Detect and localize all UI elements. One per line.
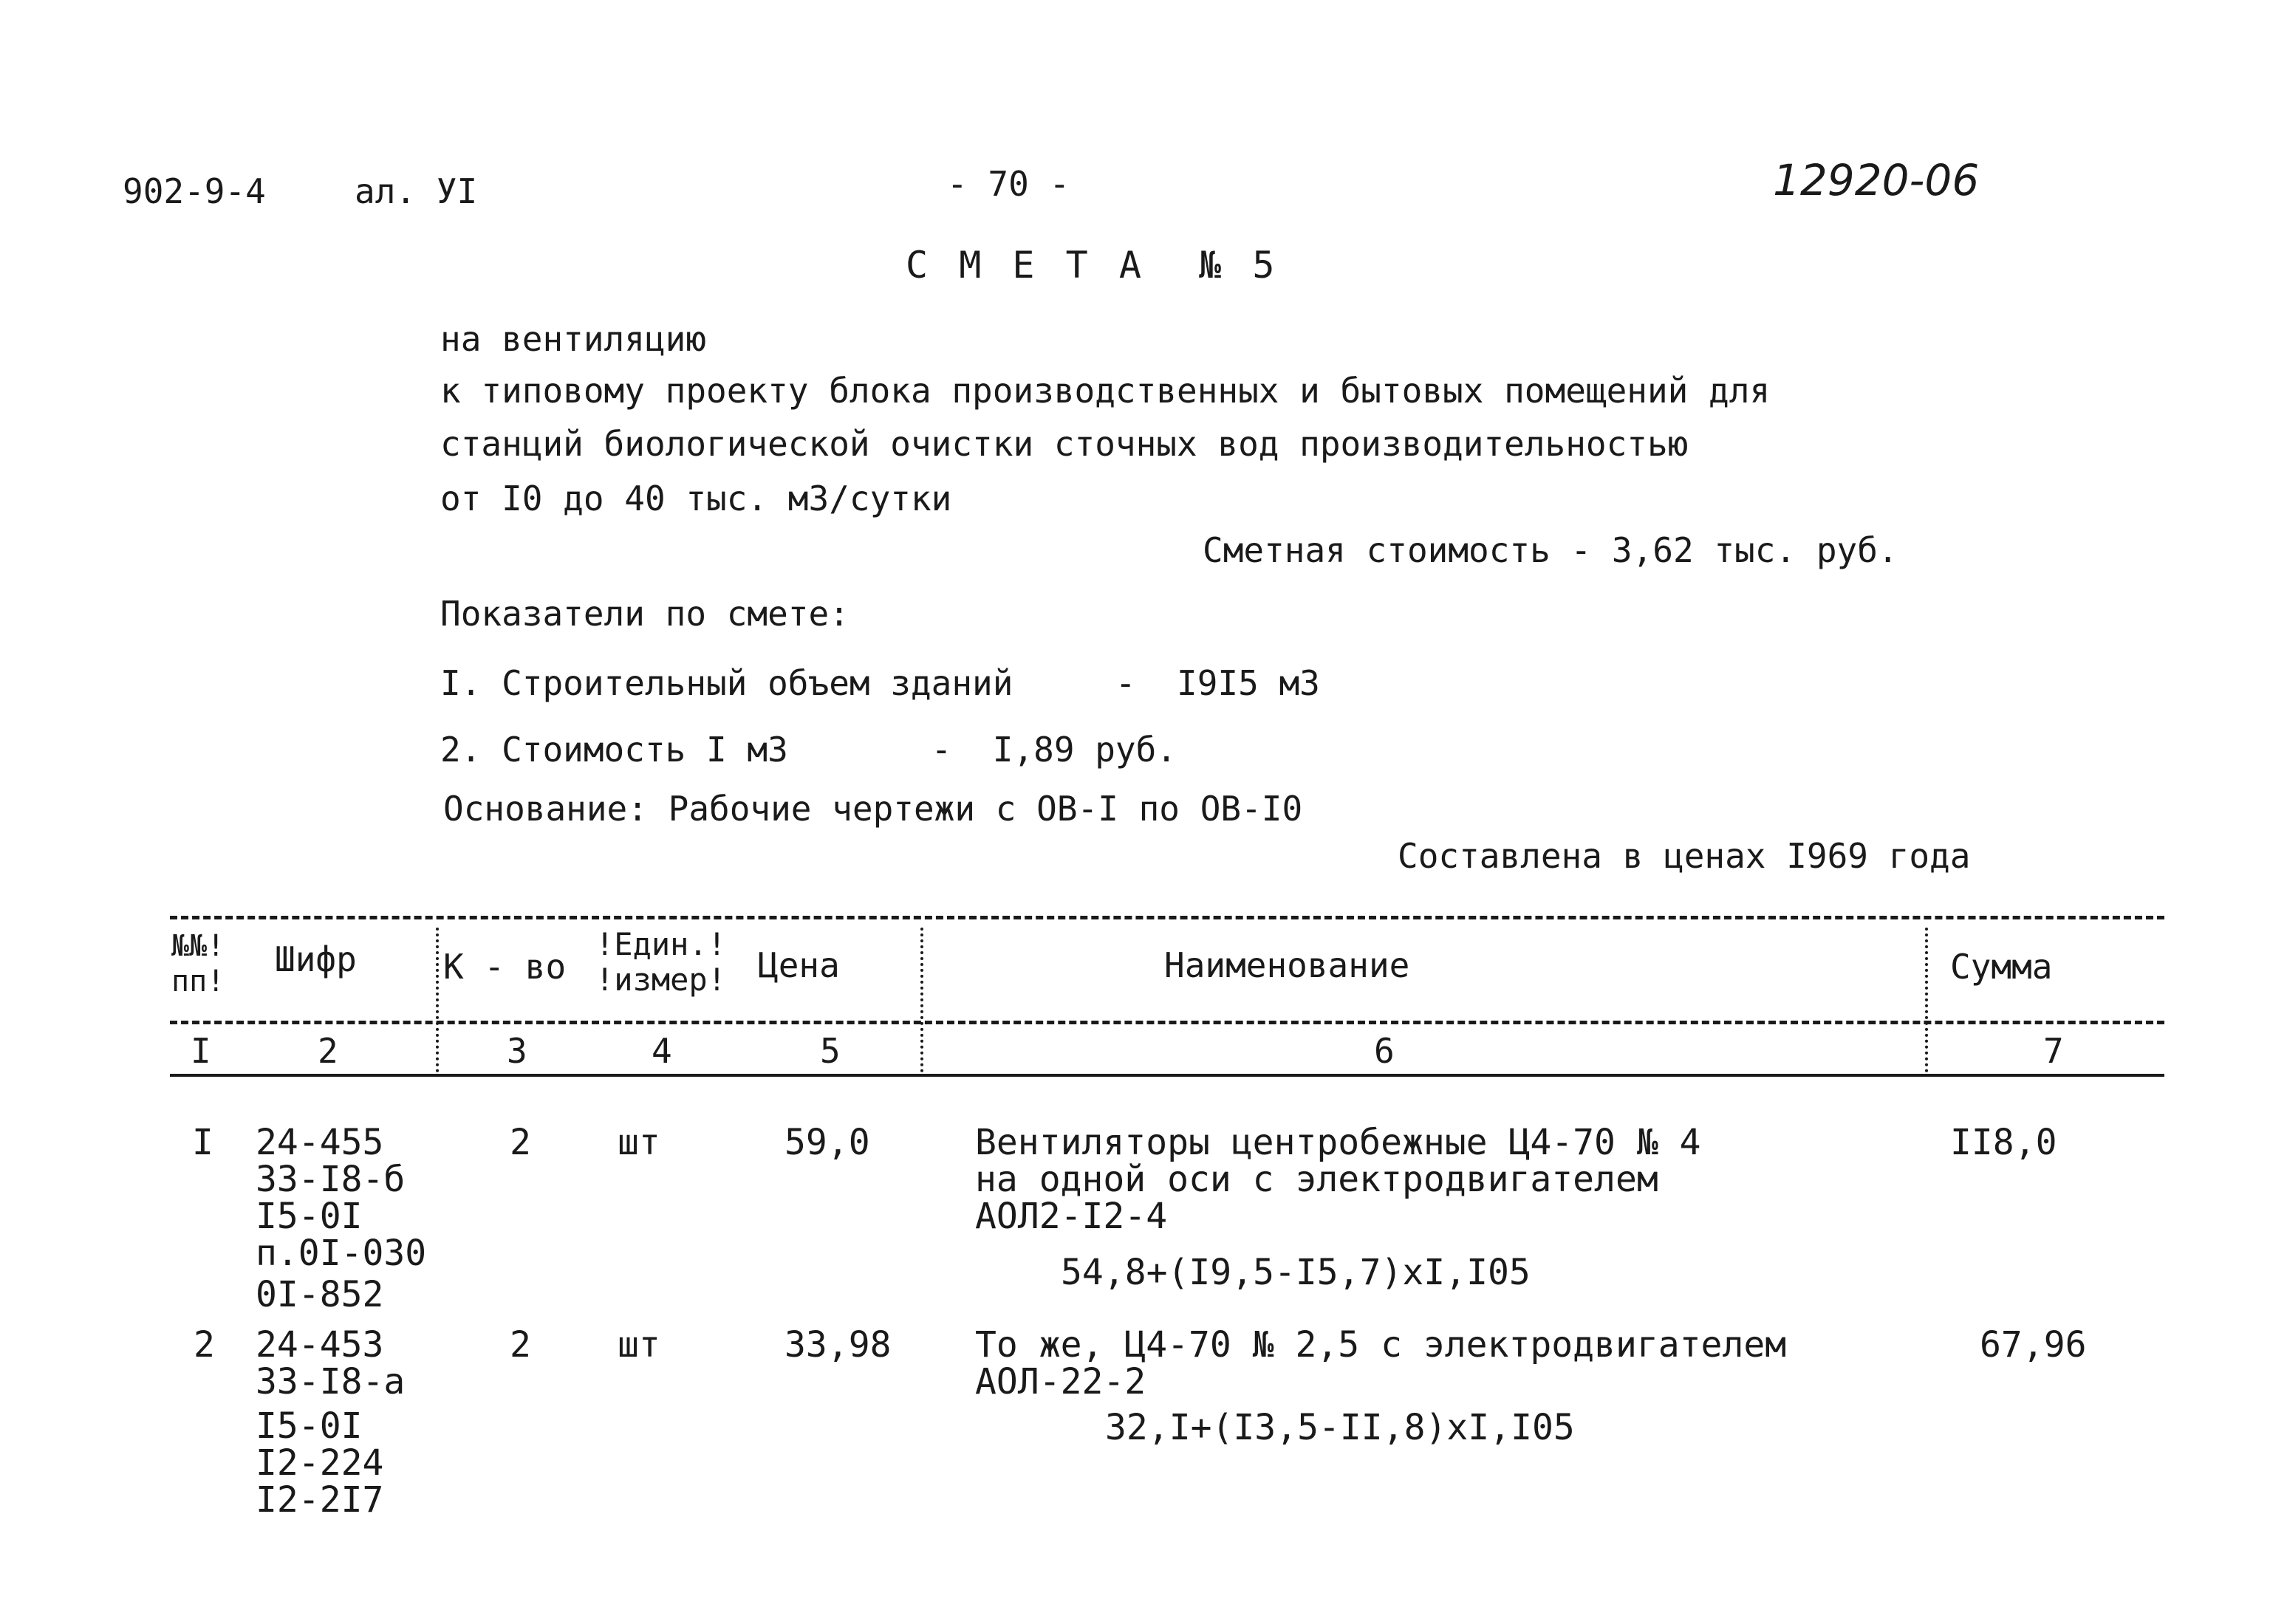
header-name: Наименование: [1164, 945, 1410, 985]
row-code: п.0I-030: [256, 1233, 427, 1274]
row-name: То же, Ц4-70 № 2,5 с электродвигателем: [975, 1324, 1787, 1366]
row-name: АОЛ2-I2-4: [975, 1196, 1168, 1237]
table-numbers-rule: [170, 1074, 2164, 1077]
subtitle-line: станций биологической очистки сточных вод производительностью: [440, 424, 1689, 464]
row-code: I2-224: [256, 1442, 384, 1484]
subtitle-line: к типовому проекту блока производственных и бытовых помещений для: [440, 371, 1771, 411]
basis-note: Основание: Рабочие чертежи с ОВ-I по ОВ-I0: [443, 789, 1303, 829]
header-unit-line1: !Един.!: [595, 926, 727, 962]
row-code: I5-0I: [256, 1405, 363, 1447]
header-num-line2: пп!: [171, 965, 225, 998]
column-number: 7: [2043, 1031, 2064, 1071]
row-unit: шт: [618, 1324, 660, 1366]
indicator-item: I. Строительный объем зданий - I9I5 м3: [440, 663, 1320, 703]
sheet-code: 12920-06: [1773, 155, 1980, 205]
row-price: 59,0: [784, 1122, 870, 1163]
row-code: 24-453: [256, 1324, 384, 1366]
row-code: I5-0I: [256, 1196, 363, 1237]
row-code: 0I-852: [256, 1274, 384, 1315]
header-quantity: К - во: [443, 947, 567, 987]
row-sum: II8,0: [1950, 1122, 2057, 1163]
subtitle-line: от I0 до 40 тыс. м3/сутки: [440, 479, 952, 518]
row-name: на одной оси с электродвигателем: [975, 1159, 1658, 1200]
row-quantity: 2: [510, 1122, 531, 1163]
table-top-rule: [170, 916, 2164, 919]
estimated-cost: Сметная стоимость - 3,62 тыс. руб.: [1203, 530, 1898, 570]
column-number: 6: [1374, 1031, 1395, 1071]
header-num-line1: №№!: [171, 929, 225, 963]
row-code: 33-I8-а: [256, 1361, 406, 1402]
row-price: 33,98: [784, 1324, 892, 1366]
row-quantity: 2: [510, 1324, 531, 1366]
column-number: I: [191, 1031, 211, 1071]
row-formula: 32,I+(I3,5-II,8)xI,I05: [1105, 1407, 1575, 1448]
indicators-heading: Показатели по смете:: [440, 594, 849, 634]
column-number: 2: [318, 1031, 338, 1071]
album-number: ал. УI: [355, 171, 478, 211]
column-number: 4: [652, 1031, 672, 1071]
row-name: Вентиляторы центробежные Ц4-70 № 4: [975, 1122, 1701, 1163]
column-number: 3: [507, 1031, 527, 1071]
row-sum: 67,96: [1980, 1324, 2087, 1366]
document-title: С М Е Т А № 5: [906, 244, 1279, 287]
doc-code: 902-9-4: [123, 171, 266, 211]
page-number: - 70 -: [947, 164, 1070, 204]
prices-note: Составлена в ценах I969 года: [1398, 836, 1971, 876]
header-unit-line2: !измер!: [595, 962, 727, 998]
header-price: Цена: [758, 945, 840, 985]
row-formula: 54,8+(I9,5-I5,7)xI,I05: [1061, 1252, 1531, 1293]
row-number: 2: [194, 1324, 215, 1366]
header-sum: Сумма: [1950, 947, 2053, 987]
column-separator: [436, 928, 439, 1072]
row-unit: шт: [618, 1122, 660, 1163]
row-name: АОЛ-22-2: [975, 1361, 1146, 1402]
column-separator: [920, 928, 923, 1072]
row-code: 24-455: [256, 1122, 384, 1163]
column-number: 5: [820, 1031, 841, 1071]
header-code: Шифр: [275, 939, 357, 979]
row-number: I: [192, 1122, 213, 1163]
row-code: I2-2I7: [256, 1479, 384, 1521]
row-code: 33-I8-б: [256, 1159, 406, 1200]
subtitle-line: на вентиляцию: [440, 319, 707, 359]
table-header-rule: [170, 1021, 2164, 1024]
indicator-item: 2. Стоимость I м3 - I,89 руб.: [440, 730, 1177, 770]
column-separator: [1925, 928, 1928, 1072]
